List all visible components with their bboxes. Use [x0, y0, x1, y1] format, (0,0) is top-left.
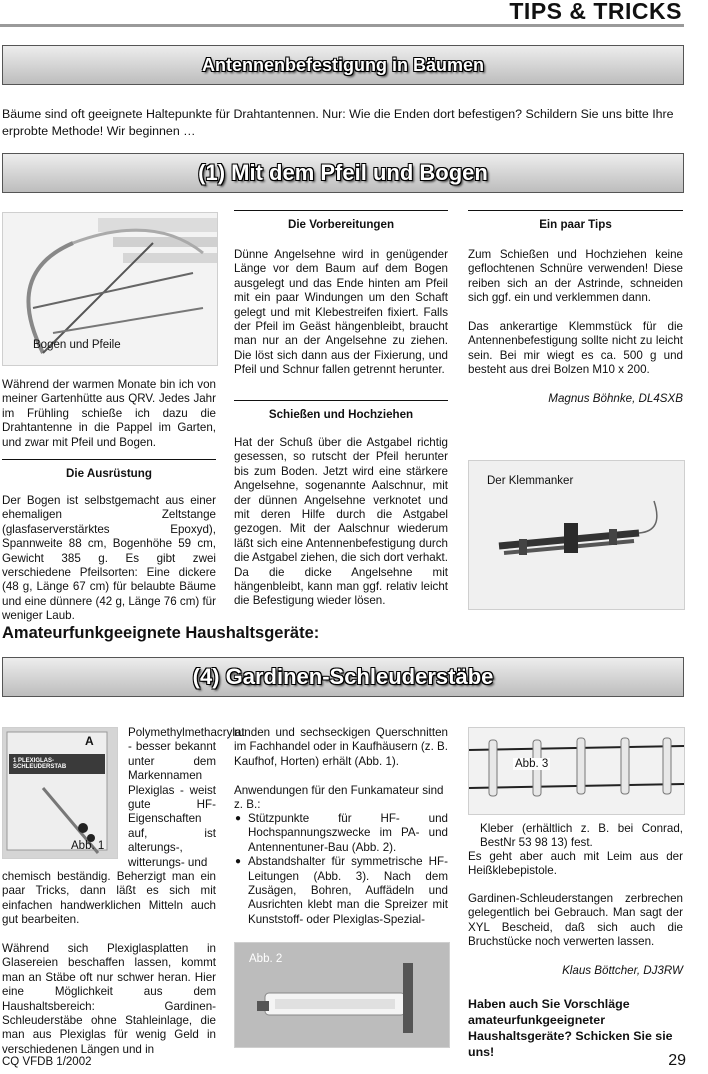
intro-paragraph: Bäume sind oft geeignete Haltepunkte für Drahtantennen. Nur: Wie die Enden dort befestigen? Schildern Sie uns bitte Ihre erprobte Methode! Wir beginnen …	[2, 107, 674, 138]
author-signature: Magnus Böhnke, DL4SXB	[548, 392, 683, 405]
banner-title: (4) Gardinen-Schleuderstäbe	[192, 664, 494, 689]
article-paragraph: Das ankerartige Klemmstück für die Antennenbefestigung sollte nicht zu leicht sein. Bei mir wiegt es ca. 500 g und besteht aus drei Bolzen M10 x 200.	[468, 320, 683, 377]
list-item: ● Stützpunkte für HF- und Hochspannungszwecke im PA- und Antennentuner-Bau (Abb. 2).	[248, 812, 448, 855]
photo-caption: Bogen und Pfeile	[33, 339, 121, 351]
clamp-anchor-photo	[468, 460, 685, 610]
article-paragraph: chemisch beständig. Beherzigt man ein paar Tricks, dann läßt es sich mit einfachen handwerklichen Mitteln auch gut bearbeiten.	[2, 870, 216, 927]
article-paragraph: Während der warmen Monate bin ich von meiner Gartenhütte aus QRV. Jedes Jahr im Frühling schieße ich dazu die Drahtantenne in die Pappel im Garten, und zwar mit Pfeil und Bogen.	[2, 378, 216, 449]
subheading: Schießen und Hochziehen	[234, 400, 448, 421]
list-item: ● Abstandshalter für symmetrische HF-Leitungen (Abb. 3). Nach dem Zusägen, Bohren, Auffädeln und Ausrichten klebt man die Spreizer mit Kunststoff- oder Plexiglas-Spezial-	[248, 855, 448, 927]
article-title-banner	[2, 657, 684, 697]
article-paragraph: Kleber (erhältlich z. B. bei Conrad, BestNr 53 98 13) fest.	[480, 822, 683, 850]
author-signature: Klaus Böttcher, DJ3RW	[562, 964, 683, 977]
abb2-photo	[234, 942, 450, 1048]
abb3-photo	[468, 727, 685, 815]
subheading: Die Vorbereitungen	[234, 210, 448, 231]
subheading: Ein paar Tips	[468, 210, 683, 231]
footer-issue: CQ VFDB 1/2002	[2, 1056, 92, 1068]
banner-title: Antennenbefestigung in Bäumen	[201, 54, 484, 75]
photo-caption: Abb. 3	[515, 758, 549, 770]
page-number: 29	[668, 1052, 686, 1069]
article-paragraph: runden und sechseckigen Querschnitten im Fachhandel oder in Kaufhäusern (z. B. Kaufhof, Horten) erhält (Abb. 1).	[234, 726, 448, 768]
bow-arrows-photo	[2, 212, 218, 366]
article-paragraph: Dünne Angelsehne wird in genügender Länge vor dem Baum auf dem Bogen ausgelegt und das Ende hinten am Pfeil mit ein paar Windungen um den Schaft gelegt und mit Klebestreifen fixiert. Falls der Pfeil im Geäst hängenbleibt, braucht man nur an der Angelsehne zu ziehen. Die löst sich dann aus der Fixierung, und Pfeil und Schnur fallen getrennt herunter.	[234, 248, 448, 377]
subheading: Die Ausrüstung	[2, 459, 216, 480]
article-paragraph: Polymethylmethacrylat - besser bekannt unter dem Markennamen Plexiglas - weist gute HF-Eigenschaften auf, ist alterungs-, witterungs- und	[128, 726, 245, 869]
photo-caption: Abb. 1	[71, 840, 105, 852]
article-paragraph: Zum Schießen und Hochziehen keine geflochtenen Schnüre verwenden! Diese reiben sich an der Astrinde, schneiden sich ggf. ein und verklemmen dann.	[468, 248, 683, 305]
article-paragraph: Der Bogen ist selbstgemacht aus einer ehemaligen Zeltstange (glasfaserverstärktes Epoxyd), Spannweite 88 cm, Bogenhöhe 59 cm, Gewicht 385 g. Es gibt zwei verschiedene Pfeilsorten: Eine dickere (48 g, Länge 67 cm) für belaubte Bäume und eine dünnere (42 g, Länge 76 cm) für weniger Laub.	[2, 494, 216, 623]
ladder-line-illustration	[469, 728, 684, 814]
plexiglass-package-illustration	[3, 728, 117, 858]
section-heading: Amateurfunkgeeignete Haushaltsgeräte:	[2, 624, 320, 642]
banner-title: (1) Mit dem Pfeil und Bogen	[198, 160, 488, 185]
package-label: A	[85, 734, 94, 748]
header-rule	[0, 24, 684, 27]
article-title-banner	[2, 153, 684, 193]
article-paragraph: Gardinen-Schleuderstangen zerbrechen gelegentlich bei Gebrauch. Man sagt der XYL Bescheid, daß sich auch die Bruchstücke noch verwerten lassen.	[468, 892, 683, 949]
article-paragraph: Hat der Schuß über die Astgabel richtig gesessen, so rutscht der Pfeil herunter bis zum Boden. Jetzt wird eine stärkere Angelsehne, sogenannte Aalschnur, mit der dünnen Angelsehne verknotet und mit deren Hilfe durch die Astgabel gezogen. Mit der Aalschnur wiederum läßt sich eine Antennenbefestigung durch die Astgabel ziehen, die sich dort verhakt. Da die dicke Angelsehne mit hängenbleibt, kann man ggf. relativ leicht die Befestigung wieder lösen.	[234, 436, 448, 608]
article-paragraph: Während sich Plexiglasplatten in Glasereien beschaffen lassen, kommt man an Stäbe oft nur schwer heran. Hier eine Möglichkeit aus dem Haushaltsbereich: Gardinen-Schleuderstäbe ohne Stahleinlage, die man aus Plexiglas für wenig Geld in verschiedenen Längen und in	[2, 942, 216, 1056]
photo-caption: Abb. 2	[249, 953, 283, 965]
application-list	[234, 812, 448, 927]
article-series-banner	[2, 45, 684, 85]
article-paragraph: Es geht aber auch mit Leim aus der Heißklebepistole.	[468, 850, 683, 878]
article-paragraph: Anwendungen für den Funkamateur sind z. B.:	[234, 784, 444, 812]
abb1-photo	[2, 727, 118, 859]
package-text: 1 PLEXIGLAS-SCHLEUDERSTAB	[13, 758, 67, 770]
page-section-title: TIPS & TRICKS	[509, 0, 682, 24]
reader-callout: Haben auch Sie Vorschläge amateurfunkgeeigneter Haushaltsgeräte? Schicken Sie sie uns!	[468, 997, 673, 1059]
photo-caption: Der Klemmanker	[487, 475, 574, 487]
